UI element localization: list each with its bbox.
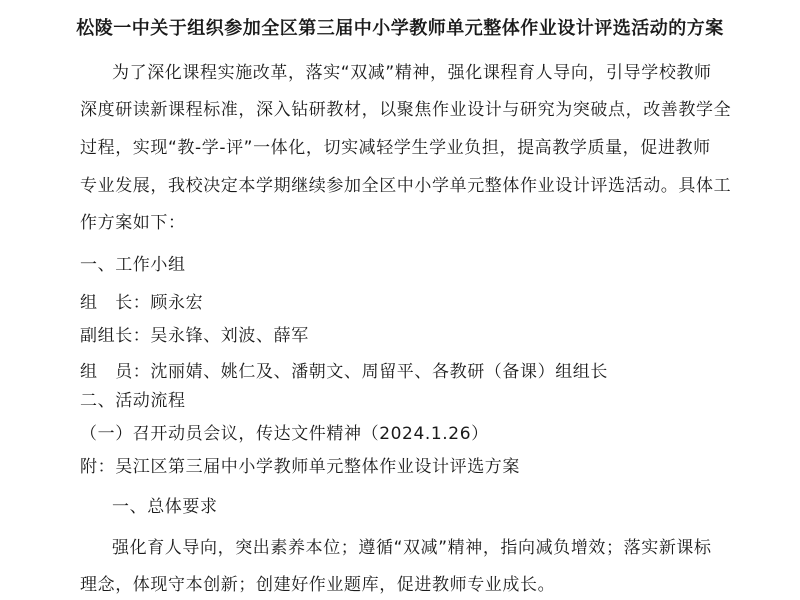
deputy-leader-line: 副组长：吴永锋、刘波、薛军 [80, 326, 309, 346]
general-line-2: 理念，体现守本创新；创建好作业题库，促进教师专业成长。 [80, 575, 556, 595]
intro-line-1: 为了深化课程实施改革，落实“双减”精神，强化课程育人导向，引导学校教师 [112, 63, 712, 83]
general-line-1: 强化育人导向，突出素养本位；遵循“双减”精神，指向减负增效；落实新课标 [112, 538, 712, 558]
section2-heading: 二、活动流程 [80, 391, 186, 411]
step1-line: （一）召开动员会议，传达文件精神（2024.1.26） [80, 424, 489, 444]
intro-line-2: 深度研读新课程标准，深入钻研教材，以聚焦作业设计与研究为突破点，改善教学全 [80, 100, 732, 120]
members-line: 组 员：沈丽婧、姚仁及、潘朝文、周留平、各教研（备课）组组长 [80, 362, 608, 382]
intro-line-3: 过程，实现“教-学-评”一体化，切实减轻学生学业负担，提高教学质量，促进教师 [80, 138, 711, 158]
intro-line-4: 专业发展，我校决定本学期继续参加全区中小学单元整体作业设计评选活动。具体工 [80, 176, 732, 196]
attachment-line: 附：吴江区第三届中小学教师单元整体作业设计评选方案 [80, 457, 520, 477]
group-leader-line: 组 长：顾永宏 [80, 293, 204, 313]
document-title: 松陵一中关于组织参加全区第三届中小学教师单元整体作业设计评选活动的方案 [76, 18, 724, 39]
intro-line-5: 作方案如下： [80, 213, 186, 233]
section1-heading: 一、工作小组 [80, 255, 186, 275]
general-heading: 一、总体要求 [112, 497, 218, 517]
